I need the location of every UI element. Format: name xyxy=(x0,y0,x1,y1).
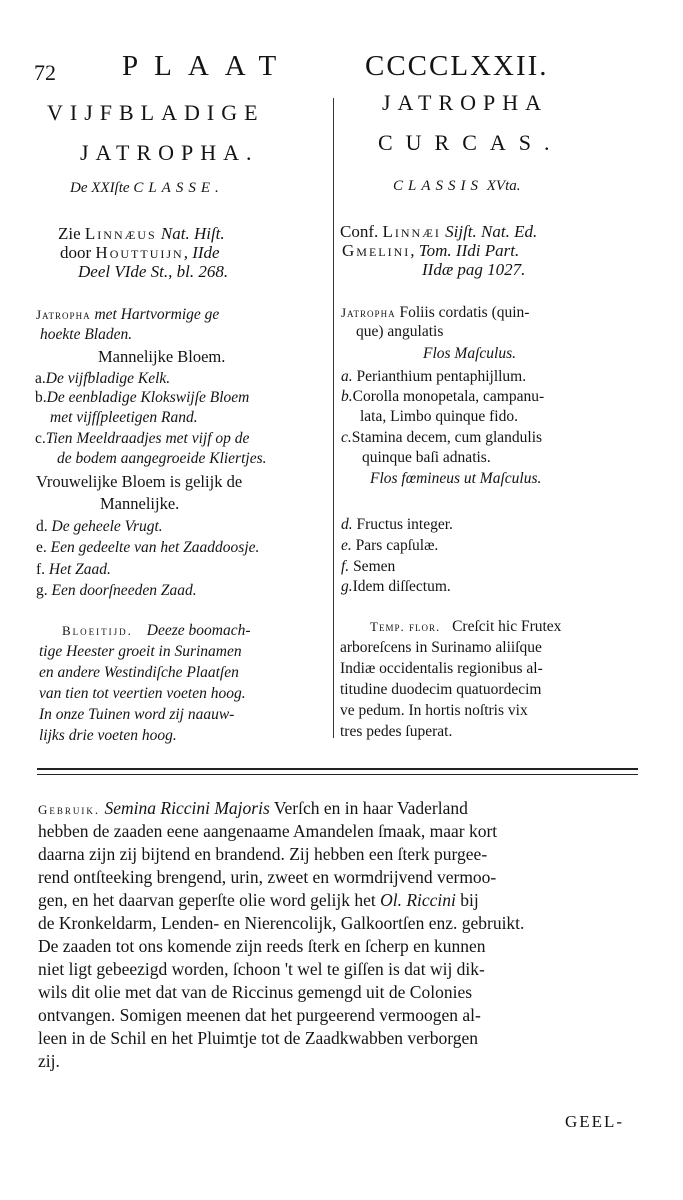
ref-author: Houttuijn xyxy=(95,243,184,262)
right-ref-1 xyxy=(340,222,537,242)
ref-work: , IIde xyxy=(183,243,220,262)
gebruik-text: Verſch en in haar Vaderland xyxy=(269,798,468,818)
right-item-g xyxy=(341,578,451,596)
bloei-label: Bloeitijd. xyxy=(62,623,133,638)
left-item-d xyxy=(36,518,163,536)
gebruik-line-7: De zaaden tot ons komende zijn reeds ſterk en ſcherp en kunnen xyxy=(38,936,486,956)
gebruik-latin: Semina Riccini Majoris xyxy=(104,798,270,818)
left-ref-2 xyxy=(60,243,220,263)
bloei-text: Deeze boomach- xyxy=(146,622,251,639)
desc-text: met Hartvormige ge xyxy=(94,306,220,323)
item-text: De geheele Vrugt. xyxy=(51,518,163,535)
left-female-1: Vrouwelijke Bloem is gelijk de xyxy=(36,472,243,491)
genus-name: Jatropha xyxy=(341,305,396,320)
item-letter: c. xyxy=(35,430,46,447)
right-item-c xyxy=(341,429,542,447)
temp-text: Creſcit hic Frutex xyxy=(452,618,562,635)
right-desc-1 xyxy=(341,304,529,322)
item-text: Perianthium pentaphijllum. xyxy=(356,368,527,385)
gebruik-line-4: rend ontſteeking brengend, urin, zweet en wormdrijvend vermoo- xyxy=(38,867,497,887)
item-letter: f. xyxy=(36,561,46,578)
right-ref-3: IIdæ pag 1027. xyxy=(422,260,526,279)
right-temp-line-5: ve pedum. In hortis noſtris vix xyxy=(340,702,528,719)
gebruik-label: Gebruik. xyxy=(38,802,101,817)
right-item-b xyxy=(341,388,544,406)
left-item-b-cont: met vijfſpleetigen Rand. xyxy=(50,409,198,426)
right-temp-line-3: Indiæ occidentalis regionibus al- xyxy=(340,660,543,677)
right-temp-line-4: titudine duodecim quatuordecim xyxy=(340,681,542,698)
right-male-heading: Flos Maſculus. xyxy=(423,345,516,362)
right-desc-2: que) angulatis xyxy=(356,323,444,340)
ref-work: Sijſt. Nat. Ed. xyxy=(440,222,538,241)
left-male-heading: Mannelijke Bloem. xyxy=(98,347,226,366)
left-desc-2: hoekte Bladen. xyxy=(40,326,133,343)
right-temp-line-6: tres pedes ſuperat. xyxy=(340,723,453,740)
klasse-word: CLASSE. xyxy=(133,180,224,196)
gebruik-latin: Ol. Riccini xyxy=(380,890,456,910)
right-item-b-cont: lata, Limbo quinque fido. xyxy=(360,408,518,425)
item-text: Semen xyxy=(353,558,396,575)
left-bloei-line-1 xyxy=(62,622,251,640)
gebruik-line-3: daarna zijn zij bijtend en brandend. Zij hebben een ſterk purgee- xyxy=(38,844,488,864)
item-letter: d. xyxy=(36,518,48,535)
temp-label: Temp. flor. xyxy=(370,619,441,634)
left-item-e xyxy=(36,539,259,557)
gebruik-line-10: ontvangen. Somigen meenen dat het purgeerend vermoogen al- xyxy=(38,1005,481,1025)
gebruik-line-9: wils dit olie met dat van de Riccinus gemengd uit de Colonies xyxy=(38,982,473,1002)
left-title-1: VIJFBLADIGE xyxy=(47,100,265,125)
gebruik-line-1 xyxy=(38,798,468,819)
item-letter: b. xyxy=(35,389,47,406)
item-text: Fructus integer. xyxy=(356,516,453,533)
right-classis xyxy=(393,178,521,195)
right-female-heading: Flos fœmineus ut Maſculus. xyxy=(370,470,542,487)
item-letter: b. xyxy=(341,388,353,405)
item-text: Een doorſneeden Zaad. xyxy=(51,582,197,599)
item-text: Stamina decem, cum glandulis xyxy=(351,429,543,446)
item-letter: f. xyxy=(341,558,350,575)
left-bloei-line-5: In onze Tuinen word zij naauw- xyxy=(39,706,235,723)
left-ref-3: Deel VIde St., bl. 268. xyxy=(78,262,229,281)
left-desc-1 xyxy=(36,306,219,324)
left-bloei-line-6: lijks drie voeten hoog. xyxy=(39,727,177,744)
right-item-f xyxy=(341,558,395,576)
right-item-a xyxy=(341,368,526,386)
gebruik-line-5 xyxy=(38,890,479,911)
right-title-1: JATROPHA xyxy=(382,90,549,115)
left-item-a xyxy=(35,370,170,388)
genus-name: Jatropha xyxy=(36,307,91,322)
right-item-c-cont: quinque baſi adnatis. xyxy=(362,449,491,466)
item-letter: g. xyxy=(341,578,353,595)
item-letter: a. xyxy=(341,368,353,385)
right-title-2: CURCAS. xyxy=(378,130,563,155)
item-letter: c. xyxy=(341,429,352,446)
left-item-c xyxy=(35,430,249,448)
right-item-d xyxy=(341,516,453,534)
item-text: De eenbladige Klokswijſe Bloem xyxy=(46,389,250,406)
item-letter: e. xyxy=(341,537,352,554)
left-bloei-line-4: van tien tot veertien voeten hoog. xyxy=(39,685,246,702)
right-temp-line-2: arboreſcens in Surinamo aliiſque xyxy=(340,639,542,656)
classis-word: CLASSIS xyxy=(393,178,484,194)
ref-text: Zie xyxy=(58,224,85,243)
item-text: Een gedeelte van het Zaaddoosje. xyxy=(50,539,260,556)
ref-work: , Tom. IIdi Part. xyxy=(410,241,520,260)
classis-number: XVta. xyxy=(486,178,521,194)
left-item-f xyxy=(36,561,111,579)
item-text: De vijfbladige Kelk. xyxy=(45,370,171,387)
item-letter: a. xyxy=(35,370,46,387)
item-text: Het Zaad. xyxy=(48,561,111,578)
gebruik-text: gen, en het daarvan geperſte olie word gelijk het xyxy=(38,890,376,910)
left-item-g xyxy=(36,582,197,600)
gebruik-line-2: hebben de zaaden eene aangenaame Amandelen ſmaak, maar kort xyxy=(38,821,498,841)
gebruik-text: bij xyxy=(455,890,479,910)
item-letter: d. xyxy=(341,516,353,533)
left-bloei-line-2: tige Heester groeit in Surinamen xyxy=(39,643,242,660)
separator-rule-thick xyxy=(37,768,638,770)
catchword: GEEL- xyxy=(565,1112,625,1131)
gebruik-line-6: de Kronkeldarm, Lenden- en Nierencolijk, Galkoortſen enz. gebruikt. xyxy=(38,913,525,933)
gebruik-line-12: zij. xyxy=(38,1051,60,1071)
left-item-c-cont: de bodem aangegroeide Kliertjes. xyxy=(57,450,267,467)
left-item-b xyxy=(35,389,249,407)
gebruik-line-8: niet ligt gebeezigd worden, ſchoon 't wel te giſſen is dat wij dik- xyxy=(38,959,485,979)
right-ref-2 xyxy=(342,241,519,261)
separator-rule-thin xyxy=(37,774,638,775)
desc-text: Foliis cordatis (quin- xyxy=(395,304,530,321)
item-text: Pars capſulæ. xyxy=(355,537,439,554)
ref-text: door xyxy=(60,243,96,262)
column-divider xyxy=(333,98,334,738)
item-text: Corolla monopetala, campanu- xyxy=(352,388,545,405)
ref-work: Nat. Hiſt. xyxy=(160,224,225,243)
left-classe xyxy=(70,180,224,197)
left-ref-1 xyxy=(58,224,225,244)
right-item-e xyxy=(341,537,438,555)
plate-number: CCCCLXXII. xyxy=(365,50,549,82)
gebruik-line-11: leen in de Schil en het Pluimtje tot de Zaadkwabben verborgen xyxy=(38,1028,478,1048)
item-letter: g. xyxy=(36,582,48,599)
right-temp-line-1 xyxy=(370,618,561,636)
klasse-number: De XXIſte xyxy=(70,180,130,196)
ref-author: Gmelini xyxy=(342,241,411,260)
left-female-2: Mannelijke. xyxy=(100,494,180,513)
page-number: 72 xyxy=(34,60,56,85)
ref-author: Linnæus xyxy=(84,224,157,243)
item-text: Idem diſſectum. xyxy=(352,578,451,595)
item-text: Tien Meeldraadjes met vijf op de xyxy=(45,430,250,447)
ref-text: Conf. xyxy=(340,222,383,241)
left-bloei-line-3: en andere Westindiſche Plaatſen xyxy=(39,664,239,681)
left-title-2: JATROPHA. xyxy=(80,140,259,165)
plate-heading: PLAAT xyxy=(122,50,293,82)
item-letter: e. xyxy=(36,539,47,556)
ref-author: Linnæi xyxy=(382,222,441,241)
